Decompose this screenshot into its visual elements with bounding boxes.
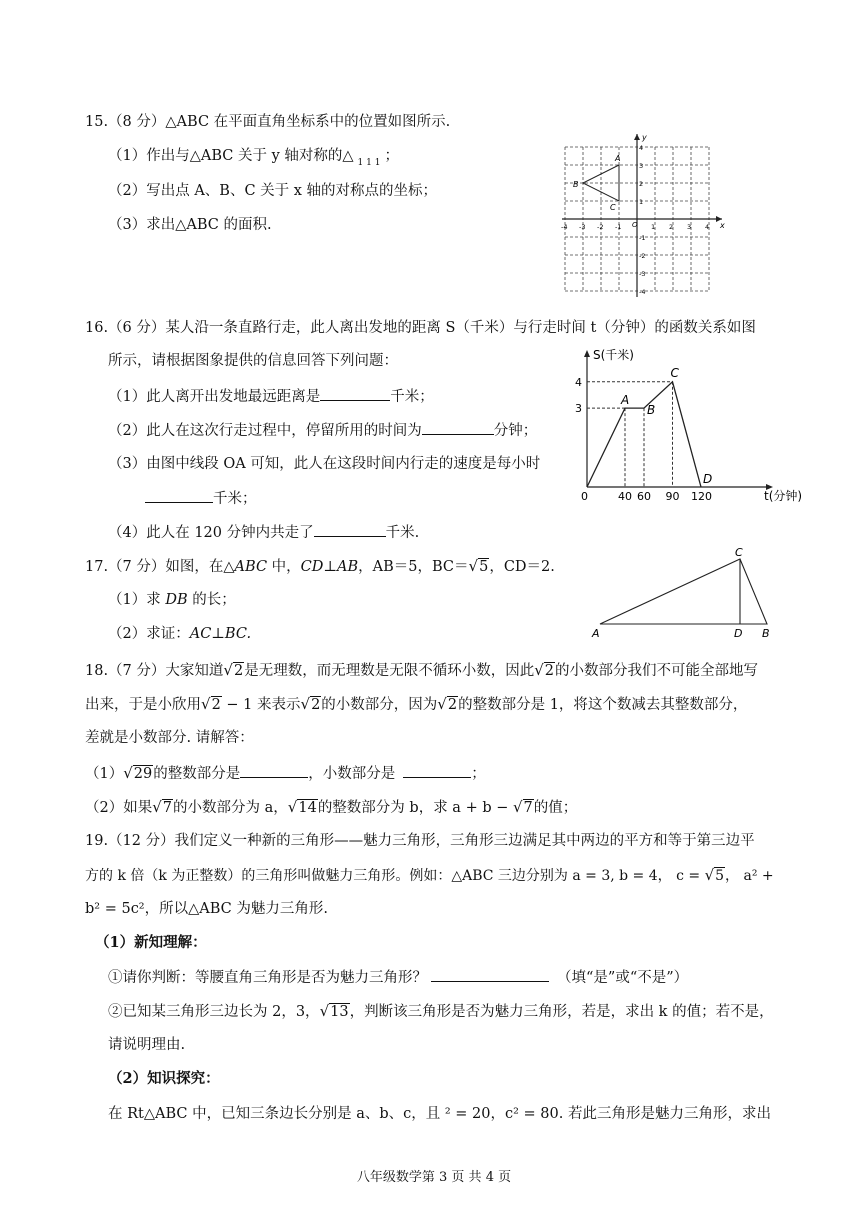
- q18-part1-b: 的整数部分是: [153, 766, 241, 782]
- q18-line2-b: − 1 来表示: [221, 697, 301, 713]
- grid-y-tick-label: -1: [639, 234, 646, 242]
- q18-part1-blank1[interactable]: [240, 763, 308, 778]
- q18-sqrt7-1: 7: [162, 800, 173, 816]
- graph-x-tick-label: 120: [691, 490, 712, 503]
- q19-sqrt-sign-2: √: [319, 1002, 330, 1020]
- x-axis-label: x: [720, 221, 725, 230]
- q18-line3: 差就是小数部分. 请解答：: [85, 730, 254, 746]
- q18-sqrt2-3: 2: [211, 697, 221, 713]
- q19-s1-q1-blank[interactable]: [431, 967, 549, 982]
- graph-point-label-c: C: [670, 365, 679, 380]
- q15-part1-text: （1）作出与△ABC 关于 y 轴对称的△: [108, 148, 354, 164]
- q19-s1-q2-line2: 请说明理由.: [108, 1037, 186, 1053]
- q19-s1-q1-text: ①请你判断：等腰直角三角形是否为魅力三角形？: [108, 970, 427, 986]
- q17-part2-text: （2）求证：: [108, 626, 190, 642]
- q16-part1-blank[interactable]: [320, 386, 390, 401]
- q18-line1: [85, 660, 758, 681]
- q18-sqrt-sign-7: √: [152, 798, 162, 816]
- q19-s1-q2-b: ，判断该三角形是否为魅力三角形，若是，求出 k 的值；若不是，: [349, 1004, 774, 1020]
- q16-part2-text: （2）此人在这次行走过程中，停留所用的时间为: [108, 423, 422, 439]
- q15-part2: （2）写出点 A、B、C 关于 x 轴的对称点的坐标；: [108, 183, 438, 199]
- q18-part2-c: 的整数部分为 b，求 a + b −: [317, 800, 513, 816]
- q16-part4: [108, 522, 419, 543]
- grid-x-tick-label: -2: [597, 223, 604, 231]
- grid-y-tick-label: 2: [639, 180, 644, 188]
- grid-y-tick-label: -3: [639, 270, 646, 278]
- q18-line1-c: 的小数部分我们不可能全部地写: [555, 663, 758, 679]
- vertex-b-label: B: [762, 627, 770, 640]
- q17-part1-text: （1）求: [108, 592, 166, 608]
- grid-y-tick-label: 1: [639, 198, 644, 206]
- graph-y-tick-label: 4: [575, 375, 582, 389]
- grid-x-tick-label: -4: [561, 223, 568, 231]
- q18-sqrt-sign-5: √: [437, 695, 447, 713]
- q17-sqrt-sign: √: [468, 557, 479, 575]
- vertex-label-a: A: [615, 154, 621, 163]
- q18-line2: [85, 694, 747, 715]
- q16-part1-unit: 千米；: [390, 389, 434, 405]
- q18-line1-b: 是无理数，而无理数是无限不循环小数，因此: [244, 663, 535, 679]
- q15-part1: [108, 146, 399, 173]
- q18-sqrt2-5: 2: [447, 697, 458, 713]
- graph-point-label-a: A: [621, 393, 630, 408]
- q16-part4-text: （4）此人在 120 分钟内共走了: [108, 525, 314, 541]
- q18-sqrt7-2: 7: [523, 800, 533, 816]
- q17-part1-db: DB: [165, 592, 188, 608]
- graph-point-label-d: D: [703, 472, 713, 486]
- q18-line2-d: 的整数部分是 1，将这个数减去其整数部分，: [458, 697, 748, 713]
- distance-time-graph: [565, 340, 815, 510]
- graph-y-label: S(千米): [593, 348, 634, 362]
- q18-part2-a: （2）如果: [85, 800, 153, 816]
- q16-part4-blank[interactable]: [314, 522, 386, 537]
- vertex-d-label: D: [734, 627, 743, 640]
- q16-part3-blank[interactable]: [145, 488, 213, 503]
- q16-part2-unit: 分钟；: [493, 423, 538, 439]
- q17-part1-end: 的长；: [187, 592, 236, 608]
- q18-sqrt-sign-4: √: [300, 695, 311, 713]
- graph-x-tick-label: 60: [637, 490, 651, 503]
- graph-origin: 0: [581, 490, 588, 503]
- triangle-abc-outline: [600, 559, 767, 624]
- graph-x-label: t(分钟): [764, 489, 803, 503]
- q18-sqrt-sign-3: √: [201, 695, 211, 713]
- y-axis-label: y: [642, 133, 647, 142]
- q18-part1-blank2[interactable]: [403, 763, 471, 778]
- q17-head-text: 17.（7 分）如图，在: [85, 559, 224, 575]
- q18-line2-a: 出来，于是小欣用: [85, 697, 201, 713]
- coordinate-grid-figure: [560, 132, 725, 302]
- q18-sqrt2-2: 2: [544, 663, 554, 679]
- triangle-acb-figure: [588, 548, 783, 640]
- q18-sqrt29: 29: [133, 766, 153, 782]
- grid-y-tick-label: -4: [639, 288, 646, 296]
- q18-sqrt-sign-6: √: [123, 764, 133, 782]
- q17-part2: [108, 624, 251, 644]
- q19-sqrt-sign-1: √: [704, 866, 715, 884]
- vertex-label-c: C: [610, 203, 616, 212]
- q17-triangle: △ABC: [223, 559, 268, 575]
- q19-section2-title: （2）知识探究：: [108, 1070, 220, 1087]
- q18-sqrt-sign-8: √: [287, 798, 298, 816]
- q18-sqrt2-1: 2: [233, 663, 244, 679]
- q18-part1-d: ；: [471, 766, 486, 782]
- q17-head: [85, 556, 555, 577]
- q19-section1-title: （1）新知理解：: [95, 934, 207, 951]
- q19-s2-line1: 在 Rt△ABC 中，已知三条边长分别是 a、b、c，且 ² = 20，c² = 80. 若此三角形是魅力三角形，求出: [108, 1106, 771, 1122]
- grid-y-tick-label: -2: [639, 252, 646, 260]
- q18-part2-d: 的值；: [533, 800, 578, 816]
- q17-part1: [108, 590, 236, 610]
- q19-line1: 19.（12 分）我们定义一种新的三角形——魅力三角形，三角形三边满足其中两边的平方和等于第三边平: [85, 833, 755, 849]
- q16-part2: [108, 420, 537, 441]
- q19-line2-b: ， a² +: [725, 868, 774, 884]
- graph-guides: [587, 382, 673, 487]
- q18-sqrt14: 14: [298, 800, 317, 816]
- grid-x-tick-label: 2: [669, 223, 674, 231]
- q18-part1-c: ，小数部分是: [308, 766, 396, 782]
- q19-line2: [85, 865, 774, 886]
- q16-part3-line2: [145, 488, 257, 509]
- graph-x-tick-label: 90: [665, 490, 680, 503]
- grid-x-tick-label: 4: [705, 223, 710, 231]
- vertex-c-label: C: [735, 548, 743, 559]
- q18-sqrt-sign-2: √: [534, 661, 544, 679]
- grid-x-tick-label: -1: [615, 223, 622, 231]
- y-axis-arrow: [634, 134, 640, 140]
- grid-x-tick-label: 3: [687, 223, 692, 231]
- q15-part1-sub: 1 1 1: [357, 158, 381, 168]
- q16-part1-text: （1）此人离开出发地最远距离是: [108, 389, 321, 405]
- q17-cond1: CD⊥AB: [300, 559, 359, 575]
- q16-part3-unit: 千米；: [213, 491, 257, 507]
- graph-x-tick-label: 40: [618, 490, 632, 503]
- q19-line3: b² = 5c²，所以△ABC 为魅力三角形.: [85, 901, 328, 917]
- q15-part3: （3）求出△ABC 的面积.: [108, 217, 272, 233]
- q18-part1-a: （1）: [85, 766, 124, 782]
- q19-s1-q1-hint: （填“是”或“不是”）: [557, 970, 689, 986]
- origin-label: O: [632, 221, 638, 229]
- vertex-a-label: A: [592, 627, 600, 640]
- q15-head: 15.（8 分）△ABC 在平面直角坐标系中的位置如图所示.: [85, 114, 451, 130]
- q18-line2-c: 的小数部分，因为: [321, 697, 438, 713]
- vertex-label-b: B: [573, 180, 579, 189]
- q19-s1-q2: [108, 1001, 774, 1022]
- q16-part1: [108, 386, 434, 407]
- q17-part2-claim: AC⊥BC.: [189, 626, 252, 642]
- grid-y-tick-label: 4: [639, 144, 644, 152]
- grid-y-tick-label: 3: [639, 162, 644, 170]
- page-footer: 八年级数学第 3 页 共 4 页: [356, 1170, 512, 1185]
- q19-line2-a: 方的 k 倍（k 为正整数）的三角形叫做魅力三角形。例如：△ABC 三边分别为 a = 3, b = 4， c =: [85, 868, 705, 884]
- graph-y-arrow: [584, 350, 590, 357]
- grid-x-tick-label: 1: [651, 223, 656, 231]
- q18-line1-a: 18.（7 分）大家知道: [85, 663, 224, 679]
- graph-point-label-b: B: [647, 403, 656, 418]
- q18-part1: [85, 763, 486, 784]
- q18-part2-b: 的小数部分为 a，: [173, 800, 288, 816]
- q19-sqrt5: 5: [715, 868, 725, 884]
- q19-sqrt13: 13: [330, 1004, 349, 1020]
- q18-sqrt-sign-9: √: [512, 798, 523, 816]
- q18-sqrt-sign-1: √: [223, 661, 233, 679]
- q16-part4-unit: 千米.: [385, 525, 420, 541]
- q17-sqrt-5: 5: [479, 559, 489, 575]
- q17-cond3: ，CD＝2.: [489, 559, 555, 575]
- q17-head-mid: 中，: [267, 559, 301, 575]
- q16-head2: 所示，请根据图象提供的信息回答下列问题：: [108, 353, 398, 369]
- q19-s1-q1: [108, 967, 688, 988]
- q18-part2: [85, 797, 577, 818]
- grid-x-tick-label: -3: [579, 223, 586, 231]
- q16-head: 16.（6 分）某人沿一条直路行走，此人离出发地的距离 S（千米）与行走时间 t（分钟）的函数关系如图: [85, 320, 756, 336]
- graph-y-tick-label: 3: [575, 402, 582, 416]
- q19-s1-q2-a: ②已知某三角形三边长为 2，3，: [108, 1004, 320, 1020]
- graph-point-labels: [620, 366, 712, 486]
- q16-part2-blank[interactable]: [422, 420, 494, 435]
- q17-cond2: ，AB＝5，BC＝: [358, 559, 469, 575]
- q15-part1-end: ；: [384, 148, 399, 164]
- q16-part3: （3）由图中线段 OA 可知，此人在这段时间内行走的速度是每小时: [108, 456, 541, 472]
- q18-sqrt2-4: 2: [311, 697, 321, 713]
